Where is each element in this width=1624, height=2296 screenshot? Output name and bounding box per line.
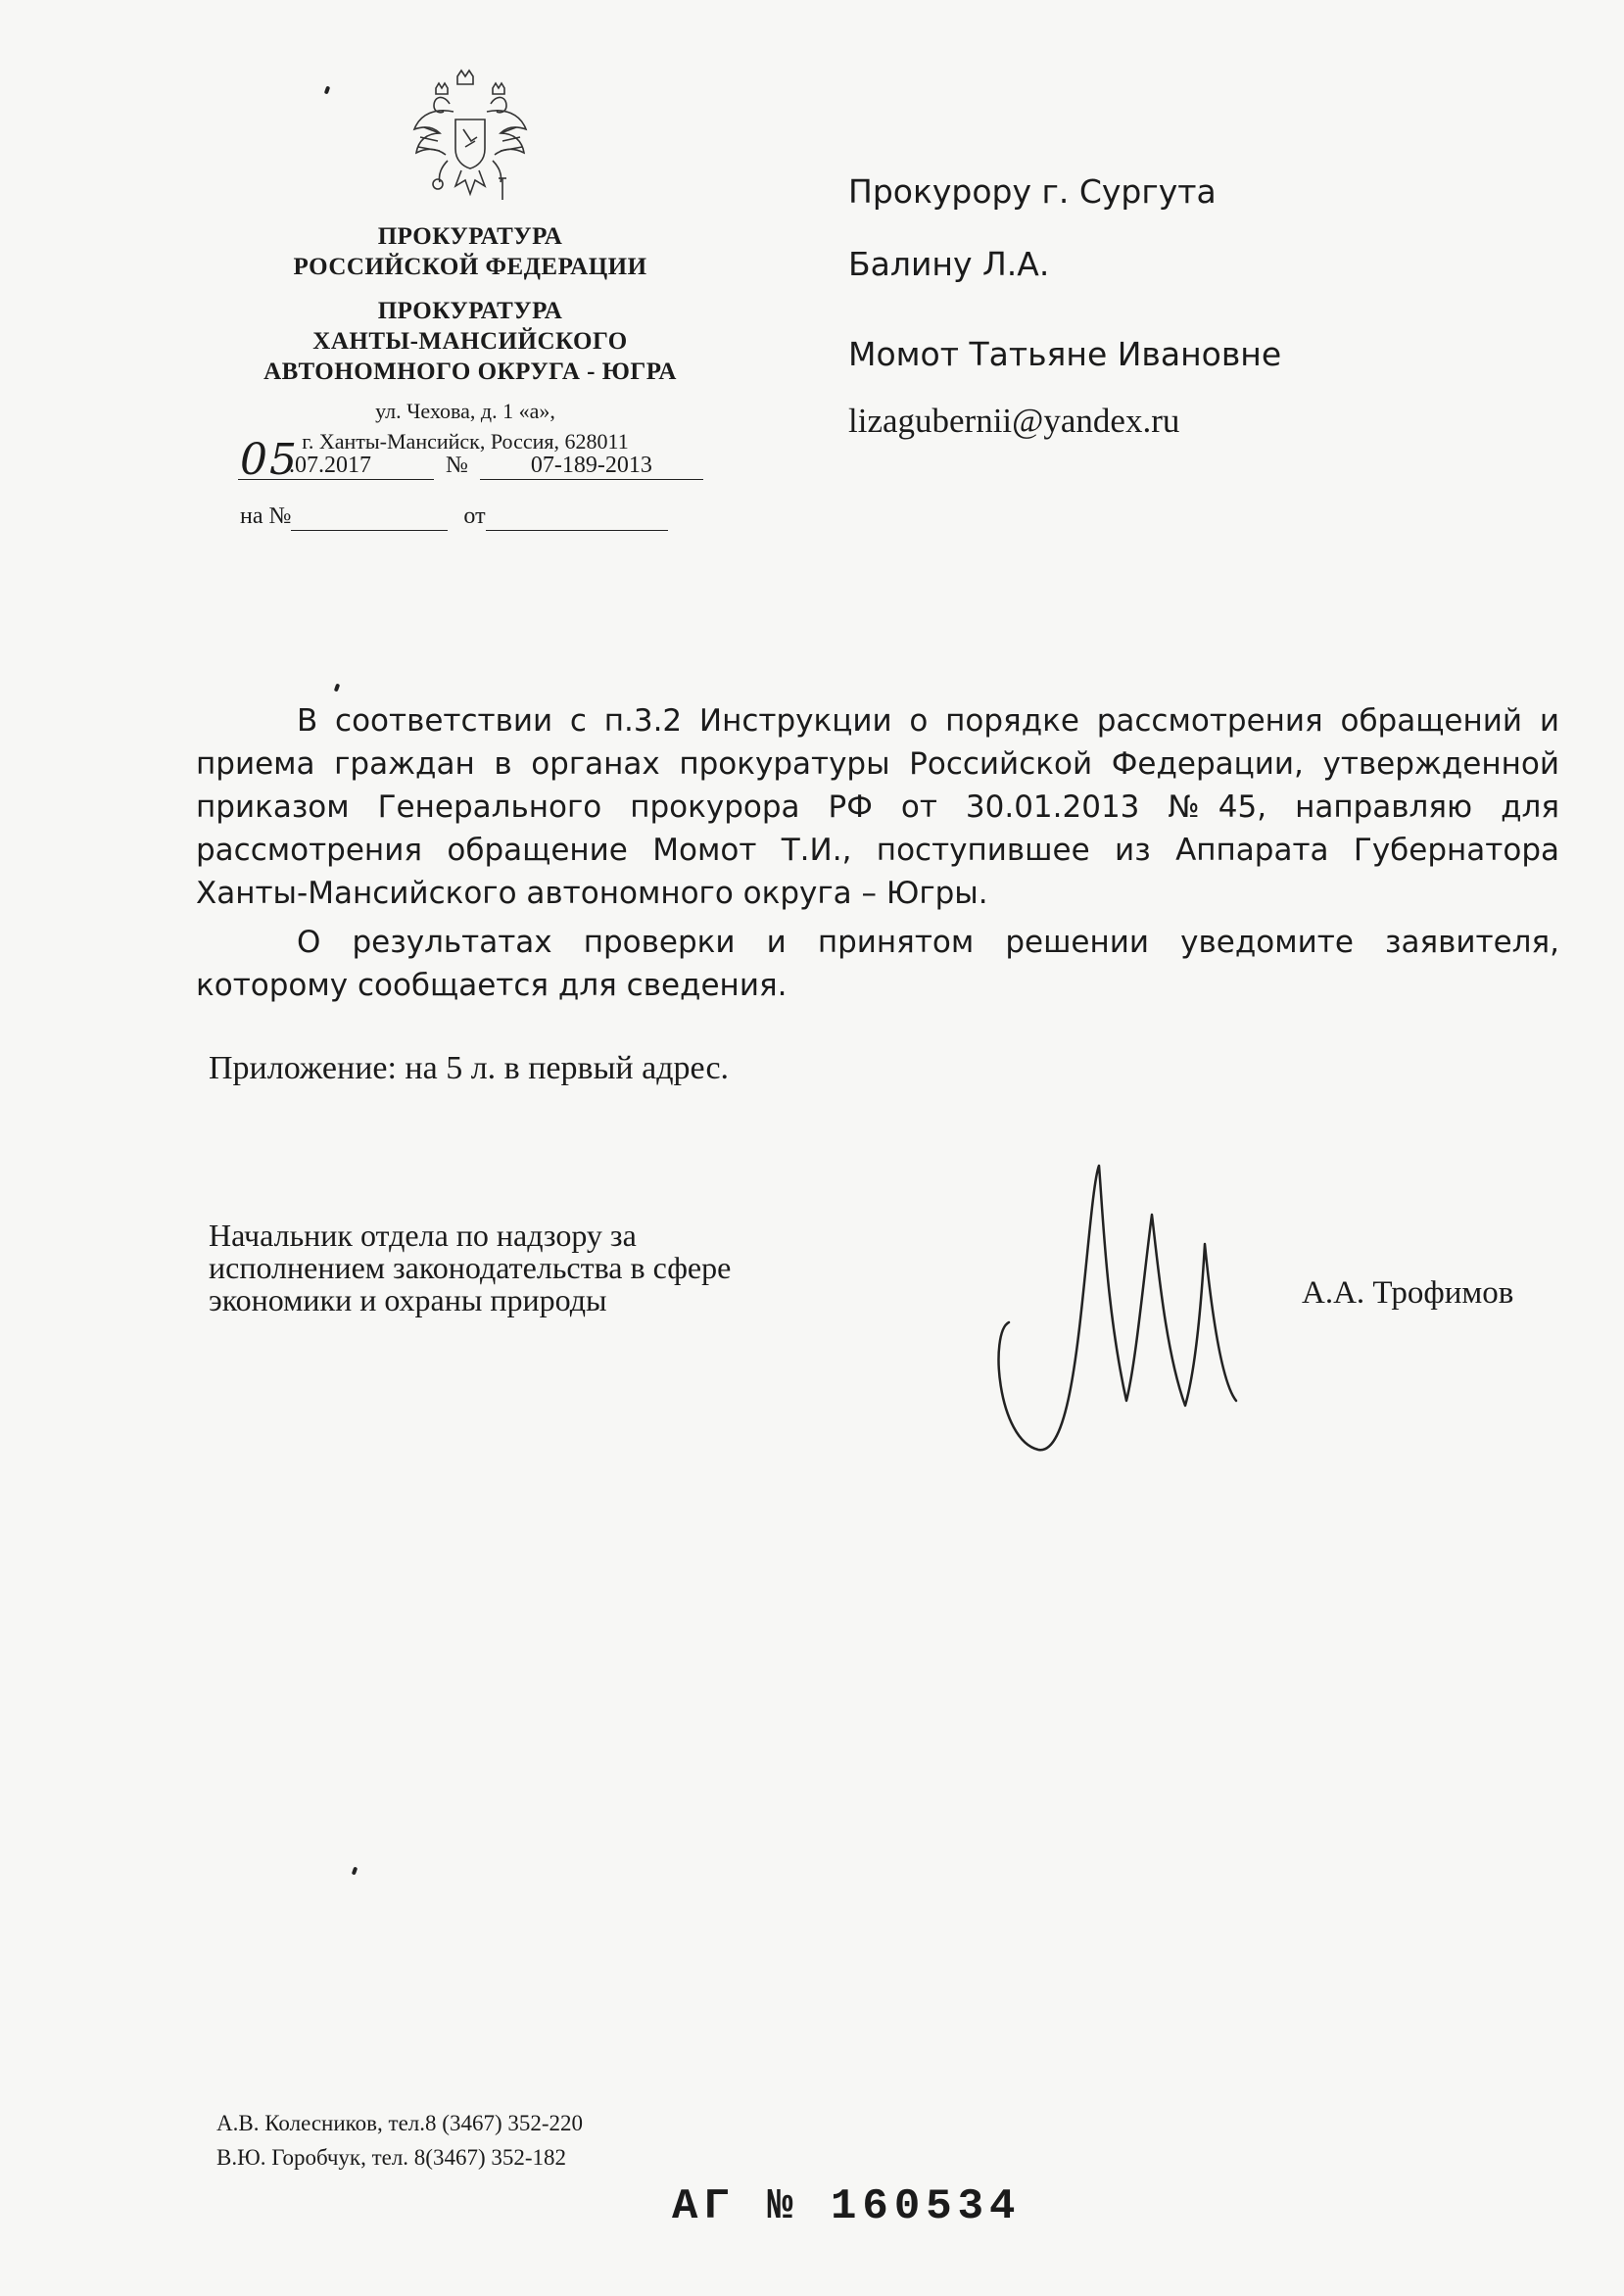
reference-line — [240, 503, 668, 531]
org-name — [225, 221, 715, 282]
addressee-line-3: Момот Татьяне Ивановне — [848, 335, 1282, 373]
speck — [334, 684, 340, 693]
signer-name: А.А. Трофимов — [1302, 1275, 1514, 1311]
contact-line-2: В.Ю. Горобчук, тел. 8(3467) 352-182 — [216, 2145, 567, 2170]
suborg-name — [225, 296, 715, 387]
body-paragraph-2: О результатах проверки и принятом решении уведомите заявителя, которому сообщается для сведения. — [196, 925, 1559, 1003]
form-serial-number: АГ № 160534 — [672, 2182, 1022, 2231]
handwritten-signature-icon — [979, 1156, 1303, 1469]
russian-eagle-emblem-icon — [406, 69, 534, 215]
body-paragraph-1: В соответствии с п.3.2 Инструкции о порядке рассмотрения обращений и приема граждан в органах прокуратуры Российской Федерации, утвержденной приказом Генерального прокурора РФ от 30.01.2013 №45, направляю для рассмотрения обращение Момот Т.И., поступившее из Аппарата Губернатора Ханты-Мансийского автономного округа – Югры. — [196, 703, 1559, 911]
ref-label: на № — [240, 503, 292, 529]
suborg-line-1: ПРОКУРАТУРА — [377, 298, 563, 324]
position-line-3: экономики и охраны природы — [209, 1282, 607, 1317]
org-line-1: ПРОКУРАТУРА — [377, 223, 563, 250]
number-label: № — [446, 453, 468, 478]
position-line-2: исполнением законодательства в сфере — [209, 1250, 732, 1285]
org-line-2: РОССИЙСКОЙ ФЕДЕРАЦИИ — [293, 254, 647, 280]
suborg-line-3: АВТОНОМНОГО ОКРУГА - ЮГРА — [263, 359, 677, 385]
registration-date: .07.2017 — [289, 453, 371, 478]
addressee-email: lizagubernii@yandex.ru — [848, 402, 1180, 440]
addressee-line-2: Балину Л.А. — [848, 245, 1050, 283]
attachment-note: Приложение: на 5 л. в первый адрес. — [209, 1050, 730, 1086]
contact-line-1: А.В. Колесников, тел.8 (3467) 352-220 — [216, 2111, 584, 2135]
registration-number: 07-189-2013 — [530, 453, 652, 478]
signer-position — [209, 1220, 894, 1316]
speck — [324, 86, 330, 95]
address-line-2: г. Ханты-Мансийск, Россия, 628011 — [302, 429, 629, 454]
handwritten-day: 05 — [240, 435, 299, 485]
speck — [352, 1867, 358, 1876]
contact-list — [216, 2106, 583, 2175]
letter-body — [196, 699, 1559, 1007]
position-line-1: Начальник отдела по надзору за — [209, 1218, 637, 1253]
address-line-1: ул. Чехова, д. 1 «а», — [375, 399, 555, 423]
addressee-line-1: Прокурору г. Сургута — [848, 172, 1217, 211]
suborg-line-2: ХАНТЫ-МАНСИЙСКОГО — [312, 328, 628, 355]
from-label: от — [463, 503, 486, 529]
